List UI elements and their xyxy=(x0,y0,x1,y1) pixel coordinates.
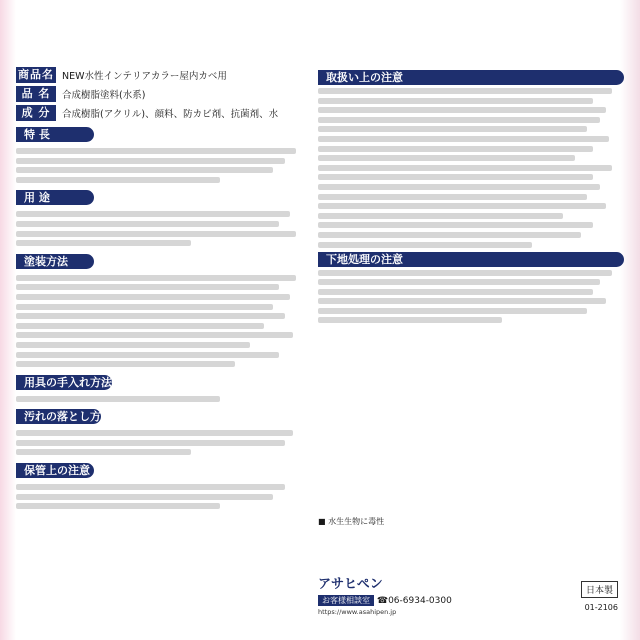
section-handling-title: 取扱い上の注意 xyxy=(318,70,624,85)
section-storage-title: 保管上の注意 xyxy=(16,463,94,478)
spec-row xyxy=(16,85,308,103)
spec-key: 品 名 xyxy=(16,86,56,102)
section-method-title: 塗装方法 xyxy=(16,254,94,269)
section-care-body xyxy=(16,396,308,402)
section-method-body xyxy=(16,275,308,367)
section-uses-body xyxy=(16,211,308,246)
section-cleaning-title: 汚れの落とし方 xyxy=(16,409,101,424)
spec-row xyxy=(16,66,308,84)
spec-key: 成 分 xyxy=(16,105,56,121)
section-substrate-body xyxy=(318,270,624,324)
spec-row xyxy=(16,104,308,122)
website-url: https://www.asahipen.jp xyxy=(318,608,397,616)
phone-number: ☎06-6934-0300 xyxy=(376,596,452,606)
phone-row xyxy=(318,595,624,606)
section-features-body xyxy=(16,148,308,183)
section-storage-body xyxy=(16,484,308,509)
spec-value: NEW水性インテリアカラー屋内カベ用 xyxy=(62,71,227,82)
section-substrate-title: 下地処理の注意 xyxy=(318,252,624,267)
hazard-badge: ■ 水生生物に毒性 xyxy=(318,517,385,526)
spec-list xyxy=(16,66,308,122)
spec-value: 合成樹脂(アクリル)、顔料、防カビ剤、抗菌剤、水 xyxy=(62,109,279,120)
eco-row xyxy=(318,516,624,527)
section-care-title: 用具の手入れ方法 xyxy=(16,375,112,390)
section-cleaning-body xyxy=(16,430,308,455)
right-column xyxy=(318,66,624,327)
section-handling-body xyxy=(318,88,624,248)
section-features-title: 特 長 xyxy=(16,127,94,142)
company-logo: アサヒペン xyxy=(318,577,383,592)
footer xyxy=(318,573,624,633)
product-code: 01-2106 xyxy=(584,603,618,612)
left-column xyxy=(16,66,308,513)
made-in-badge: 日本製 xyxy=(581,581,618,598)
spec-key: 商品名 xyxy=(18,68,54,81)
spec-value: 合成樹脂塗料(水系) xyxy=(62,90,146,101)
phone-label: お客様相談室 xyxy=(318,595,374,606)
section-uses-title: 用 途 xyxy=(16,190,94,205)
